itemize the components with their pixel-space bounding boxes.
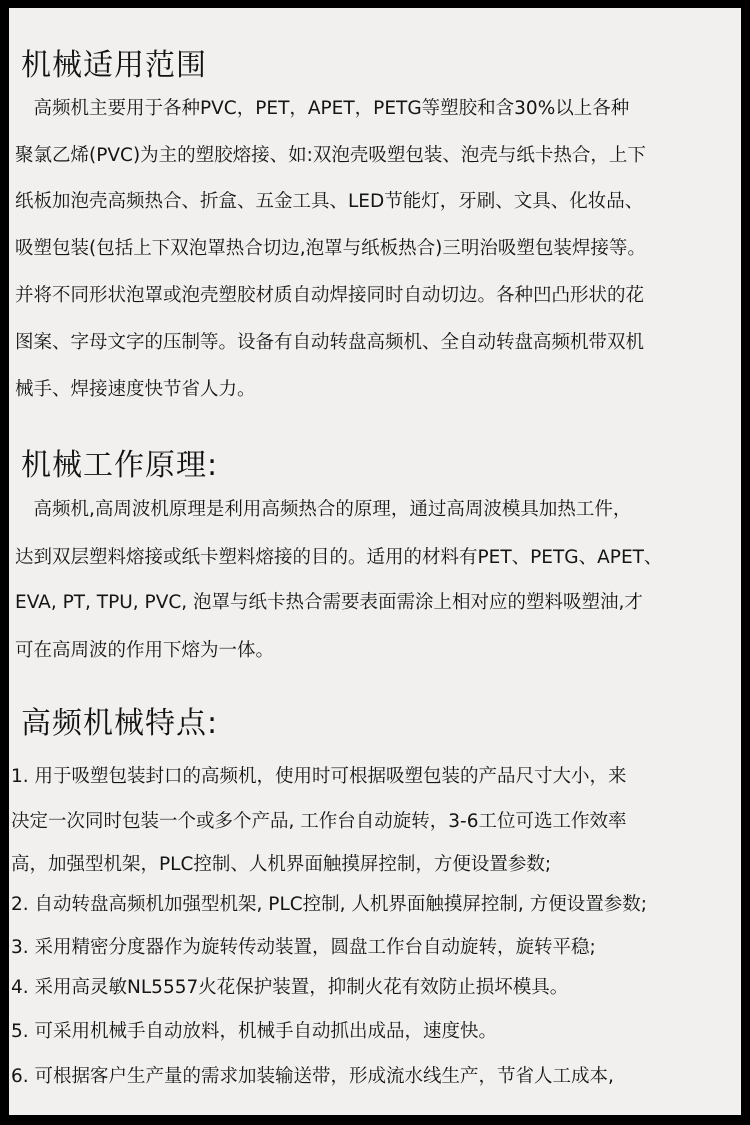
paragraph-line: 并将不同形状泡罩或泡壳塑胶材质自动焊接同时自动切边。各种凹凸形状的花 (15, 285, 645, 306)
paragraph-line: 图案、字母文字的压制等。设备有自动转盘高频机、全自动转盘高频机带双机 (15, 332, 645, 353)
feature-item: 5. 可采用机械手自动放料，机械手自动抓出成品，速度快。 (11, 1021, 498, 1042)
paragraph-line: 高频机,高周波机原理是利用高频热合的原理，通过高周波模具加热工件， (15, 499, 632, 520)
section-title-features: 高频机械特点: (21, 706, 219, 741)
paragraph-line: 聚氯乙烯(PVC)为主的塑胶熔接、如:双泡壳吸塑包装、泡壳与纸卡热合，上下 (15, 145, 646, 166)
feature-item: 4. 采用高灵敏NL5557火花保护装置，抑制火花有效防止损坏模具。 (11, 977, 569, 998)
paragraph-line: 达到双层塑料熔接或纸卡塑料熔接的目的。适用的材料有PET、PETG、APET、 (15, 547, 663, 568)
paragraph-line: 纸板加泡壳高频热合、折盒、五金工具、LED节能灯，牙刷、文具、化妆品、 (15, 191, 644, 212)
feature-item: 2. 自动转盘高频机加强型机架, PLC控制, 人机界面触摸屏控制, 方便设置参数; (11, 894, 647, 915)
section-title-working-principle: 机械工作原理: (21, 448, 219, 483)
paragraph-line: 可在高周波的作用下熔为一体。 (15, 640, 275, 661)
paragraph-line: 械手、焊接速度快节省人力。 (15, 379, 256, 400)
feature-item: 6. 可根据客户生产量的需求加装输送带，形成流水线生产，节省人工成本, (11, 1066, 614, 1087)
section-title-application-scope: 机械适用范围 (21, 48, 207, 83)
paragraph-line: 吸塑包装(包括上下双泡罩热合切边,泡罩与纸板热合)三明治吸塑包装焊接等。 (15, 238, 646, 259)
feature-item: 1. 用于吸塑包装封口的高频机，使用时可根据吸塑包装的产品尺寸大小，来 (11, 766, 627, 787)
paragraph-line: 高频机主要用于各种PVC，PET，APET，PETG等塑胶和含30%以上各种 (15, 98, 630, 119)
feature-item: 3. 采用精密分度器作为旋转传动装置，圆盘工作台自动旋转，旋转平稳; (11, 937, 596, 958)
paragraph-line: EVA, PT, TPU, PVC, 泡罩与纸卡热合需要表面需涂上相对应的塑料吸塑油,才 (15, 592, 643, 613)
feature-item: 决定一次同时包装一个或多个产品, 工作台自动旋转，3-6工位可选工作效率 (11, 811, 627, 832)
feature-item: 高，加强型机架，PLC控制、人机界面触摸屏控制，方便设置参数; (11, 854, 552, 875)
